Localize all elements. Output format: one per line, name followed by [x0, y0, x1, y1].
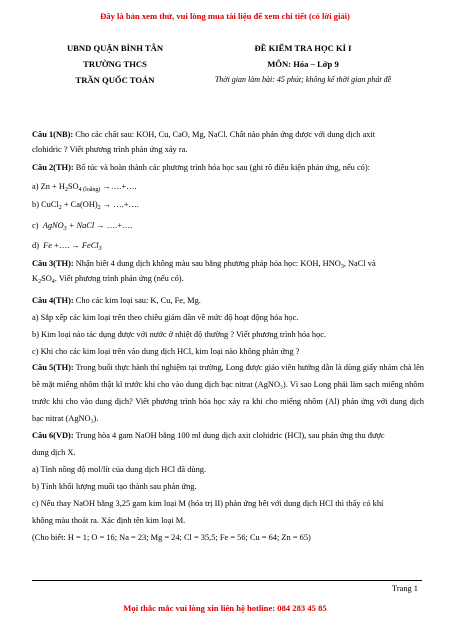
- item-b: b) Kim loại nào tác dụng được với nước ở nhiệt độ thường ? Viết phương trình hóa học.: [32, 330, 327, 339]
- exam-subject: MÔN: Hóa – Lớp 9: [267, 59, 339, 69]
- question-text: Cho các kim loại sau: K, Cu, Fe, Mg.: [73, 296, 201, 305]
- atomic-masses: (Cho biết: H = 1; O = 16; Na = 23; Mg = 24; Cl = 35,5; Fe = 56; Cu = 64; Zn = 65): [32, 533, 311, 542]
- item-c: c) Nếu thay NaOH bằng 3,25 gam kim loại M (hóa trị II) phản ứng hết với dung dịch HCl thì thấy có khí: [32, 499, 384, 508]
- district-name: UBND QUẬN BÌNH TÂN: [66, 43, 164, 53]
- question-text: Bổ túc và hoàn thành các phương trình hóa học sau (ghi rõ điều kiện phản ứng, nếu có):: [73, 163, 370, 172]
- exam-header: [188, 40, 418, 88]
- question-label: Câu 1(NB):: [32, 130, 74, 139]
- question-label: Câu 3(TH):: [32, 259, 74, 268]
- question-label: Câu 4(TH):: [32, 296, 74, 305]
- equation-b: b) CuCl$_2$ + $Ca(OH)_2$ → ….+….: [32, 200, 139, 211]
- hotline-banner: Mọi thắc mắc vui lòng xin liên hệ hotline: 084 283 45 85: [123, 603, 327, 613]
- preview-banner: Đây là bản xem thử, vui lòng mua tài liệu để xem chi tiết (có lời giải): [100, 11, 350, 21]
- exam-time: Thời gian làm bài: 45 phút; không kể thời gian phát đề: [214, 75, 392, 84]
- footer-divider: [32, 580, 422, 581]
- question-text: Trung hòa 4 gam NaOH bằng 100 ml dung dịch axit clohidric (HCl), sau phản ứng thu được: [73, 431, 385, 440]
- question-1: [32, 129, 424, 155]
- page-number: Trang 1: [392, 584, 418, 593]
- question-2: [32, 162, 424, 173]
- question-5: [32, 359, 424, 427]
- school-name: TRẦN QUỐC TOẢN: [75, 75, 155, 85]
- question-text: dung dịch X.: [32, 448, 76, 457]
- item-c: c) Khi cho các kim loại trên vào dung dịch HCl, kim loại nào không phản ứng ?: [32, 347, 300, 356]
- question-label: Câu 6(VD):: [32, 431, 74, 440]
- question-6: [32, 427, 424, 546]
- exam-title: ĐỀ KIỂM TRA HỌC KÌ I: [254, 43, 352, 53]
- equation-a: a) $Zn + H_2SO_{4 (loãng)}$ →….+….: [32, 182, 137, 193]
- item-b: b) Tính khối lượng muối tạo thành sau phản ứng.: [32, 482, 197, 491]
- question-text: Trong buổi thực hành thí nghiệm tại trường, Long được giáo viên hướng dẫn là dùng giấy nhám chà lên bề mặt miếng nhôm thật kĩ trước khi cho vào dung dịch bạc nitrat (AgNO₃). Vì sao Long phải làm sạch miếng nhôm trước khi cho vào dung dịch? Viết phương trình hóa học xảy ra khi cho miếng nhôm (Al) phản ứng với dung dịch bạc nitrat (AgNO₃).: [32, 363, 424, 423]
- item-a: a) Tính nồng độ mol/lít của dung dịch HCl đã dùng.: [32, 465, 207, 474]
- school-type: TRƯỜNG THCS: [83, 59, 147, 69]
- question-label: Câu 5(TH):: [32, 363, 74, 372]
- question-label: Câu 2(TH):: [32, 163, 74, 172]
- school-header: [40, 40, 190, 88]
- question-3: Câu 3(TH): Nhận biết 4 dung dịch không màu sau bằng phương pháp hóa học: KOH, $HNO_3$, NaCl và $K_2SO_4$. Viết phương trình phản ứng (nếu có).: [32, 259, 376, 285]
- item-a: a) Sắp xếp các kim loại trên theo chiều giảm dần về mức độ hoạt động hóa học.: [32, 313, 299, 322]
- equation-d: d) Fe +…. → FeCl$_3$: [32, 241, 102, 252]
- equation-c: c) AgNO$_3$ + NaCl → ….+….: [32, 221, 133, 232]
- question-text: clohidric ? Viết phương trình phản ứng xảy ra.: [32, 145, 188, 154]
- item-c-cont: không màu thoát ra. Xác định tên kim loại M.: [32, 516, 186, 525]
- question-4: [32, 292, 424, 360]
- question-text: Cho các chất sau: KOH, Cu, CaO, Mg, NaCl. Chất nào phản ứng được với dung dịch axit: [73, 130, 376, 139]
